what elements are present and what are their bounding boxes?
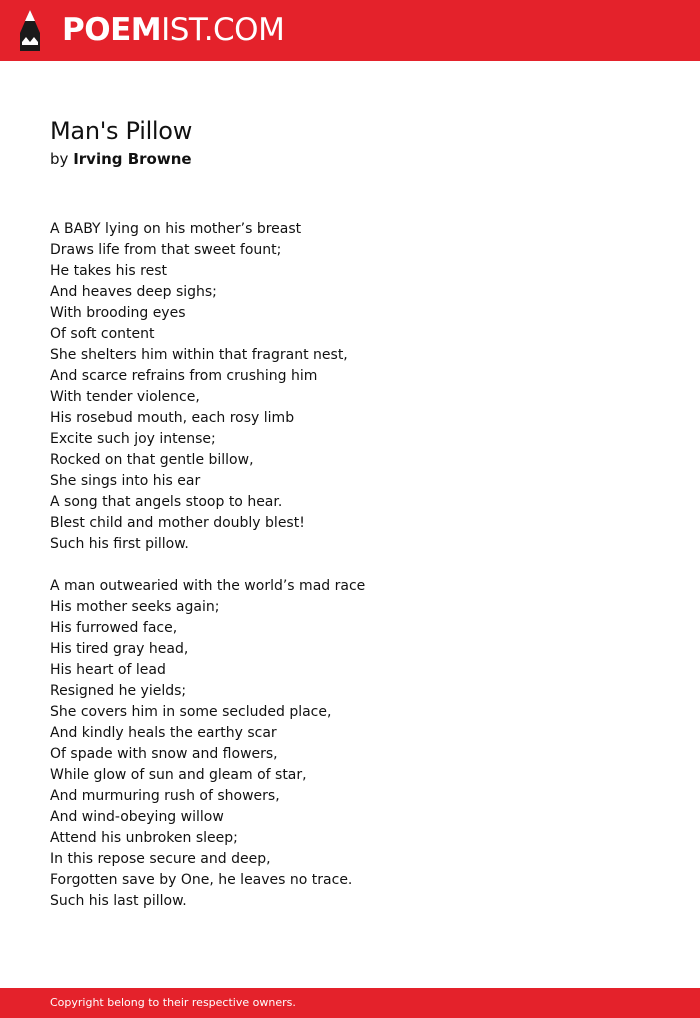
- poem-line: He takes his rest: [50, 263, 167, 279]
- poem-author: Irving Browne: [73, 150, 192, 168]
- poem-line: And heaves deep sighs;: [50, 284, 217, 300]
- pencil-icon[interactable]: [17, 9, 43, 52]
- poem-line: And kindly heals the earthy scar: [50, 725, 277, 741]
- poem-line: Of soft content: [50, 326, 155, 342]
- poem-line: Resigned he yields;: [50, 683, 187, 699]
- site-header: [0, 0, 700, 61]
- poem-line: His mother seeks again;: [50, 599, 220, 615]
- poem-line: With tender violence,: [50, 389, 200, 405]
- poem-title: Man's Pillow: [50, 117, 193, 145]
- poem-line: Attend his unbroken sleep;: [50, 830, 238, 846]
- poem-line: Of spade with snow and flowers,: [50, 746, 278, 762]
- poem-line: She covers him in some secluded place,: [50, 704, 332, 720]
- poem-line: While glow of sun and gleam of star,: [50, 767, 307, 783]
- poem-line: And wind-obeying willow: [50, 809, 224, 825]
- poem-line: Blest child and mother doubly blest!: [50, 515, 305, 531]
- poem-line: His rosebud mouth, each rosy limb: [50, 410, 295, 426]
- poem-line: Such his last pillow.: [50, 893, 187, 909]
- site-footer: [0, 988, 700, 1018]
- poem-stanza: [50, 219, 650, 555]
- poem-line: With brooding eyes: [50, 305, 186, 321]
- poem-stanza: [50, 576, 650, 912]
- copyright-text: Copyright belong to their respective owners.: [50, 996, 296, 1009]
- poem-line: A man outwearied with the world’s mad race: [50, 578, 366, 594]
- poem-line: And scarce refrains from crushing him: [50, 368, 318, 384]
- poem-line: Such his first pillow.: [50, 536, 189, 552]
- site-logo[interactable]: [62, 11, 284, 49]
- poem-line: And murmuring rush of showers,: [50, 788, 280, 804]
- poem-line: Excite such joy intense;: [50, 431, 216, 447]
- by-label: by: [50, 150, 69, 168]
- poem-line: His heart of lead: [50, 662, 166, 678]
- logo-bold-text: POEM: [62, 12, 162, 48]
- logo-light-text: IST.COM: [161, 12, 285, 48]
- poem-line: In this repose secure and deep,: [50, 851, 271, 867]
- poem-byline: [50, 149, 192, 169]
- poem-line: Rocked on that gentle billow,: [50, 452, 254, 468]
- poem-line: She shelters him within that fragrant nest,: [50, 347, 348, 363]
- poem-line: Draws life from that sweet fount;: [50, 242, 282, 258]
- poem-line: A song that angels stoop to hear.: [50, 494, 283, 510]
- poem-line: Forgotten save by One, he leaves no trace.: [50, 872, 353, 888]
- poem-line: She sings into his ear: [50, 473, 201, 489]
- poem-body: [50, 219, 650, 933]
- poem-line: His tired gray head,: [50, 641, 189, 657]
- poem-line: A BABY lying on his mother’s breast: [50, 221, 302, 237]
- poem-line: His furrowed face,: [50, 620, 178, 636]
